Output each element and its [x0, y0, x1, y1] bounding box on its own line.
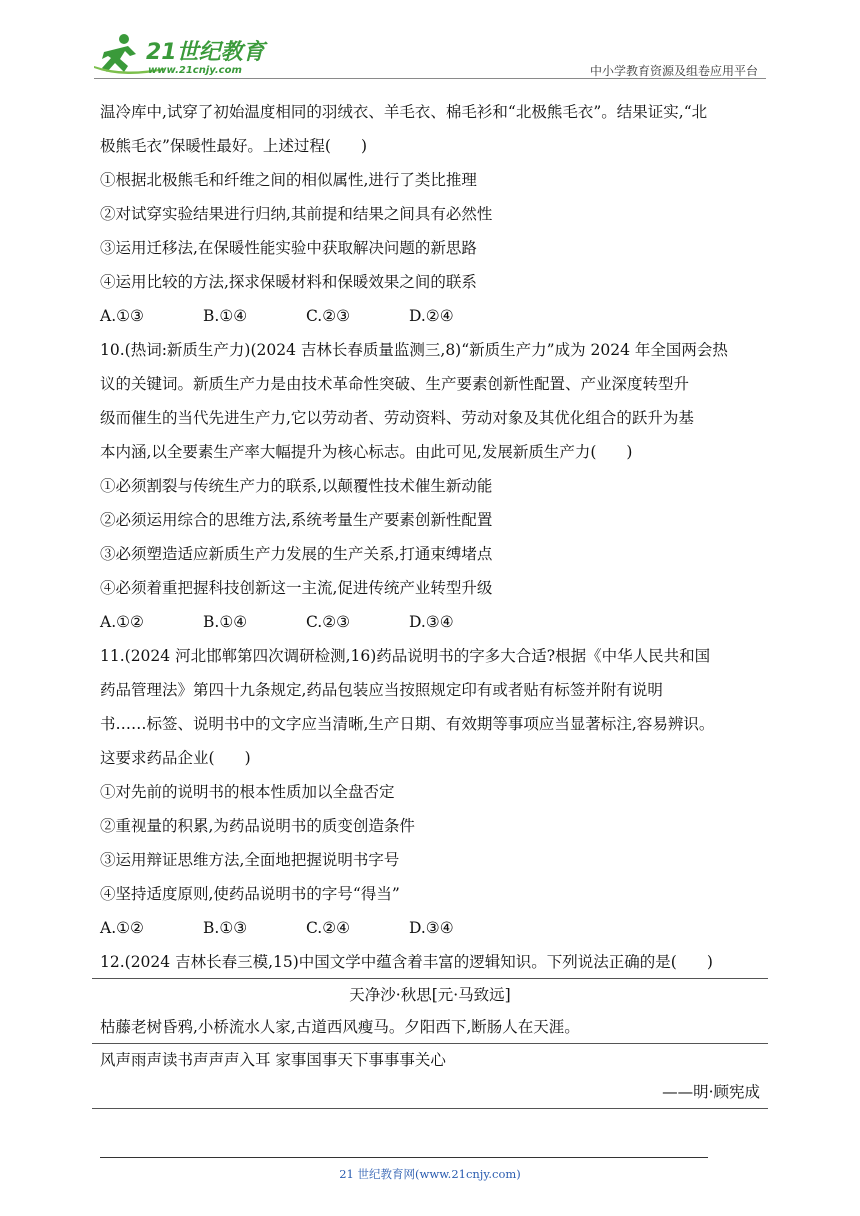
option-d: D.③④ — [409, 919, 454, 937]
q12-stem-line: 12.(2024 吉林长春三模,15)中国文学中蕴含着丰富的逻辑知识。下列说法正确的是( ) — [100, 953, 713, 971]
q9-item: ②对试穿实验结果进行归纳,其前提和结果之间具有必然性 — [100, 205, 493, 223]
poem-text: 枯藤老树昏鸦,小桥流水人家,古道西风瘦马。夕阳西下,断肠人在天涯。 — [100, 1018, 580, 1036]
site-logo — [94, 32, 284, 76]
header-divider — [94, 78, 766, 79]
q9-options — [100, 299, 766, 333]
q11-stem-line: 11.(2024 河北邯郸第四次调研检测,16)药品说明书的字多大合适?根据《中华人民共和国 — [100, 647, 711, 665]
q10-item: ①必须割裂与传统生产力的联系,以颠覆性技术催生新动能 — [100, 477, 493, 495]
document-body — [100, 95, 766, 979]
q9-item: ④运用比较的方法,探求保暖材料和保暖效果之间的联系 — [100, 273, 477, 291]
q11-item: ②重视量的积累,为药品说明书的质变创造条件 — [100, 817, 415, 835]
svg-text:21世纪教育: 21世纪教育 — [146, 40, 265, 65]
material-table — [92, 978, 768, 1109]
footer-divider — [100, 1157, 708, 1158]
q10-stem-line: 10.(热词:新质生产力)(2024 吉林长春质量监测三,8)“新质生产力”成为 2024 年全国两会热 — [100, 341, 728, 359]
q10-item: ③必须塑造适应新质生产力发展的生产关系,打通束缚堵点 — [100, 545, 493, 563]
option-c: C.②④ — [306, 919, 351, 937]
couplet-author: ——明·顾宪成 — [662, 1083, 760, 1101]
poem-title: 天净沙·秋思[元·马致远] — [349, 986, 511, 1004]
q9-item: ③运用迁移法,在保暖性能实验中获取解决问题的新思路 — [100, 239, 477, 257]
q9-stem-line: 温冷库中,试穿了初始温度相同的羽绒衣、羊毛衣、棉毛衫和“北极熊毛衣”。结果证实,“北 — [100, 103, 708, 121]
option-c: C.②③ — [306, 613, 351, 631]
table-bottom-rule — [92, 1108, 768, 1109]
q10-stem-line: 本内涵,以全要素生产率大幅提升为核心标志。由此可见,发展新质生产力( ) — [100, 443, 633, 461]
couplet-text: 风声雨声读书声声声入耳 家事国事天下事事事关心 — [100, 1051, 446, 1069]
option-a: A.①② — [100, 613, 144, 631]
svg-text:www.21cnjy.com: www.21cnjy.com — [148, 65, 242, 76]
q11-stem-line: 药品管理法》第四十九条规定,药品包装应当按照规定印有或者贴有标签并附有说明 — [100, 681, 663, 699]
page-footer: 21 世纪教育网(www.21cnjy.com) — [339, 1167, 521, 1181]
q10-item: ④必须着重把握科技创新这一主流,促进传统产业转型升级 — [100, 579, 493, 597]
page-header — [94, 28, 766, 78]
q11-options — [100, 911, 766, 945]
option-d: D.②④ — [409, 307, 454, 325]
q10-item: ②必须运用综合的思维方法,系统考量生产要素创新性配置 — [100, 511, 493, 529]
option-b: B.①④ — [203, 613, 248, 631]
q11-stem-line: 书……标签、说明书中的文字应当清晰,生产日期、有效期等事项应当显著标注,容易辨识。 — [100, 715, 715, 733]
option-b: B.①③ — [203, 919, 248, 937]
q9-item: ①根据北极熊毛和纤维之间的相似属性,进行了类比推理 — [100, 171, 477, 189]
q11-stem-line: 这要求药品企业( ) — [100, 749, 251, 767]
q10-stem-line: 议的关键词。新质生产力是由技术革命性突破、生产要素创新性配置、产业深度转型升 — [100, 375, 690, 393]
q11-item: ③运用辩证思维方法,全面地把握说明书字号 — [100, 851, 400, 869]
option-c: C.②③ — [306, 307, 351, 325]
option-b: B.①④ — [203, 307, 248, 325]
q9-stem-line: 极熊毛衣”保暖性最好。上述过程( ) — [100, 137, 368, 155]
q11-item: ④坚持适度原则,使药品说明书的字号“得当” — [100, 885, 400, 903]
q11-item: ①对先前的说明书的根本性质加以全盘否定 — [100, 783, 395, 801]
option-a: A.①② — [100, 919, 144, 937]
platform-name: 中小学教育资源及组卷应用平台 — [589, 64, 758, 78]
option-d: D.③④ — [409, 613, 454, 631]
q10-stem-line: 级而催生的当代先进生产力,它以劳动者、劳动资料、劳动对象及其优化组合的跃升为基 — [100, 409, 694, 427]
q10-options — [100, 605, 766, 639]
option-a: A.①③ — [100, 307, 144, 325]
